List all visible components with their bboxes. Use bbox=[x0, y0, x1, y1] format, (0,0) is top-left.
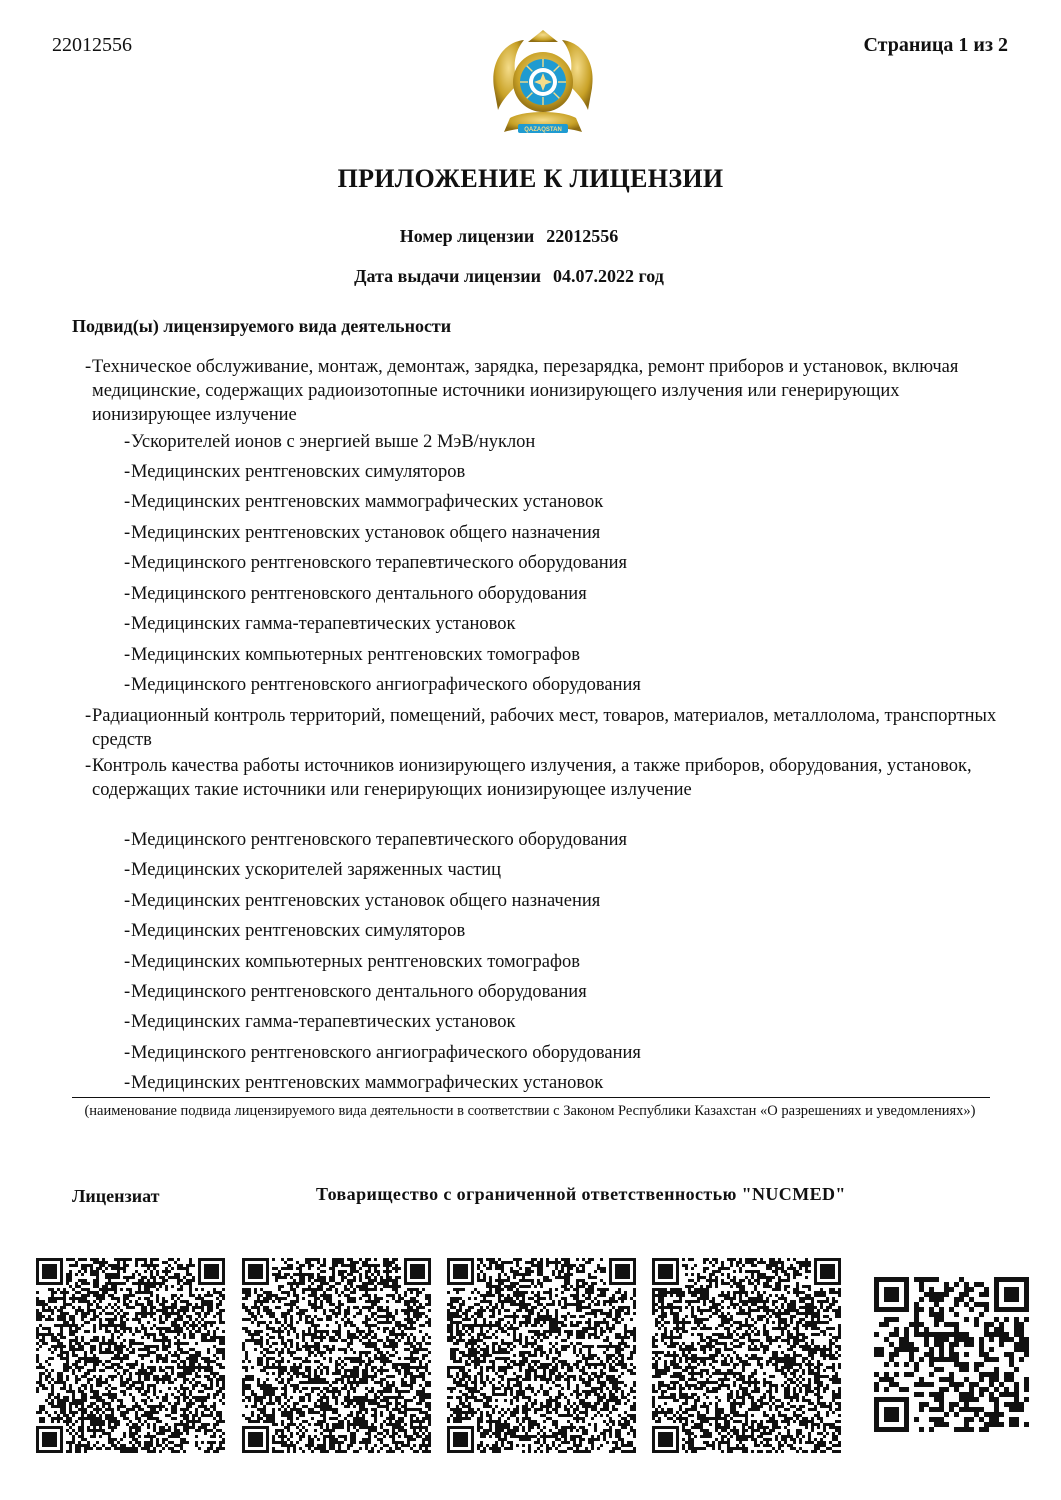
activity-subitem bbox=[124, 612, 991, 636]
qr-finder-pattern bbox=[449, 1428, 473, 1452]
qr-modules bbox=[36, 1258, 225, 1453]
activity-text: Медицинских рентгеновских установок общего назначения bbox=[131, 523, 601, 543]
list-dash: - bbox=[124, 584, 131, 604]
activity-text: Медицинских ускорителей заряженных частиц bbox=[131, 860, 502, 880]
activity-subitem bbox=[124, 490, 991, 514]
activity-item bbox=[85, 704, 997, 752]
qr-finder-pattern bbox=[449, 1260, 473, 1284]
license-number-value: 22012556 bbox=[546, 226, 619, 246]
qr-code-icon bbox=[874, 1277, 1030, 1433]
activity-text: Контроль качества работы источников ионизирующего излучения, а также приборов, оборудования, установок, содержащих такие источники или генерирующих ионизирующее излучение bbox=[92, 756, 972, 800]
section-heading: Подвид(ы) лицензируемого вида деятельности bbox=[72, 316, 452, 336]
activity-subitem bbox=[124, 858, 991, 882]
qr-finder-pattern bbox=[406, 1260, 430, 1284]
activity-text: Медицинских компьютерных рентгеновских томографов bbox=[131, 645, 580, 665]
activity-subitem bbox=[124, 521, 991, 545]
list-dash: - bbox=[124, 891, 131, 911]
list-dash: - bbox=[85, 357, 92, 377]
activity-text: Медицинских рентгеновских маммографических установок bbox=[131, 1073, 604, 1093]
list-dash: - bbox=[124, 860, 131, 880]
qr-finder-pattern bbox=[38, 1260, 62, 1284]
list-dash: - bbox=[124, 614, 131, 634]
list-dash: - bbox=[124, 645, 131, 665]
list-dash: - bbox=[124, 952, 131, 972]
qr-finder-pattern bbox=[654, 1260, 678, 1284]
activity-text: Медицинских гамма-терапевтических установок bbox=[131, 614, 516, 634]
list-dash: - bbox=[124, 1043, 131, 1063]
qr-modules bbox=[652, 1258, 841, 1453]
licensee-label: Лицензиат bbox=[72, 1186, 160, 1206]
list-dash: - bbox=[124, 553, 131, 573]
qr-modules bbox=[447, 1258, 636, 1453]
activity-subitem bbox=[124, 1071, 991, 1095]
qr-code-icon bbox=[36, 1258, 226, 1453]
activity-item bbox=[85, 355, 997, 427]
activity-subitem bbox=[124, 980, 991, 1004]
list-dash: - bbox=[85, 756, 92, 776]
license-number-line bbox=[0, 226, 1018, 247]
licensee-name: Товарищество с ограниченной ответственностью "NUCMED" bbox=[316, 1184, 846, 1204]
activity-text: Радиационный контроль территорий, помещений, рабочих мест, товаров, материалов, металлолома, транспортных средств bbox=[92, 706, 997, 750]
activity-text: Медицинского рентгеновского терапевтического оборудования bbox=[131, 830, 628, 850]
list-dash: - bbox=[124, 830, 131, 850]
qr-finder-pattern bbox=[244, 1428, 268, 1452]
list-dash: - bbox=[124, 492, 131, 512]
subtype-caption: (наименование подвида лицензируемого вида деятельности в соответствии с Законом Республики Казахстан «О разрешениях и уведомлениях») bbox=[84, 1103, 976, 1119]
qr-finder-pattern bbox=[654, 1428, 678, 1452]
emblem-lettering: QAZAQSTAN bbox=[524, 127, 562, 133]
activity-subitem bbox=[124, 460, 991, 484]
qr-finder-pattern bbox=[997, 1280, 1027, 1310]
activity-subitem bbox=[124, 1041, 991, 1065]
qr-finder-pattern bbox=[816, 1260, 840, 1284]
qr-finder-pattern bbox=[877, 1280, 907, 1310]
activity-text: Медицинского рентгеновского ангиографического оборудования bbox=[131, 1043, 641, 1063]
list-dash: - bbox=[124, 462, 131, 482]
qr-code-icon bbox=[652, 1258, 842, 1453]
qr-finder-pattern bbox=[877, 1400, 907, 1430]
activity-text: Ускорителей ионов с энергией выше 2 МэВ/нуклон bbox=[131, 432, 536, 452]
kazakhstan-state-emblem-icon bbox=[484, 26, 602, 144]
list-dash: - bbox=[124, 1012, 131, 1032]
license-date-value: 04.07.2022 год bbox=[553, 266, 664, 286]
license-number-label: Номер лицензии bbox=[399, 226, 535, 246]
divider-line bbox=[72, 1097, 990, 1098]
activity-subitem bbox=[124, 551, 991, 575]
list-dash: - bbox=[124, 921, 131, 941]
activity-text: Медицинских гамма-терапевтических установок bbox=[131, 1012, 516, 1032]
activity-text: Медицинских рентгеновских установок общего назначения bbox=[131, 891, 601, 911]
activity-subitem bbox=[124, 673, 991, 697]
activity-text: Медицинских рентгеновских маммографических установок bbox=[131, 492, 604, 512]
activity-text: Техническое обслуживание, монтаж, демонтаж, зарядка, перезарядка, ремонт приборов и установок, включая медицинские, содержащих радиоизотопные источники ионизирующего излучения или генерирующих ионизирующее излучение bbox=[92, 357, 959, 425]
activity-text: Медицинских рентгеновских симуляторов bbox=[131, 462, 466, 482]
qr-code-icon bbox=[242, 1258, 432, 1453]
list-dash: - bbox=[124, 1073, 131, 1093]
activity-text: Медицинских компьютерных рентгеновских томографов bbox=[131, 952, 580, 972]
activity-text: Медицинского рентгеновского дентального оборудования bbox=[131, 584, 587, 604]
activity-subitem bbox=[124, 828, 991, 852]
license-date-label: Дата выдачи лицензии bbox=[354, 266, 542, 286]
activity-text: Медицинского рентгеновского дентального оборудования bbox=[131, 982, 587, 1002]
qr-code-icon bbox=[447, 1258, 637, 1453]
activity-item bbox=[85, 754, 997, 802]
activity-subitem bbox=[124, 582, 991, 606]
qr-finder-pattern bbox=[200, 1260, 224, 1284]
qr-finder-pattern bbox=[38, 1428, 62, 1452]
list-dash: - bbox=[124, 982, 131, 1002]
activity-text: Медицинских рентгеновских симуляторов bbox=[131, 921, 466, 941]
list-dash: - bbox=[85, 706, 92, 726]
qr-finder-pattern bbox=[244, 1260, 268, 1284]
activity-text: Медицинского рентгеновского ангиографического оборудования bbox=[131, 675, 641, 695]
qr-modules bbox=[242, 1258, 431, 1453]
license-date-line bbox=[0, 266, 1018, 287]
qr-finder-pattern bbox=[611, 1260, 635, 1284]
activity-subitem bbox=[124, 889, 991, 913]
activity-subitem bbox=[124, 919, 991, 943]
list-dash: - bbox=[124, 432, 131, 452]
document-number: 22012556 bbox=[52, 34, 132, 56]
activity-text: Медицинского рентгеновского терапевтического оборудования bbox=[131, 553, 628, 573]
page-title: ПРИЛОЖЕНИЕ К ЛИЦЕНЗИИ bbox=[337, 164, 724, 193]
activity-subitem bbox=[124, 430, 991, 454]
list-dash: - bbox=[124, 675, 131, 695]
activity-subitem bbox=[124, 950, 991, 974]
list-dash: - bbox=[124, 523, 131, 543]
page-counter: Страница 1 из 2 bbox=[863, 34, 1008, 56]
activity-subitem bbox=[124, 643, 991, 667]
activity-subitem bbox=[124, 1010, 991, 1034]
